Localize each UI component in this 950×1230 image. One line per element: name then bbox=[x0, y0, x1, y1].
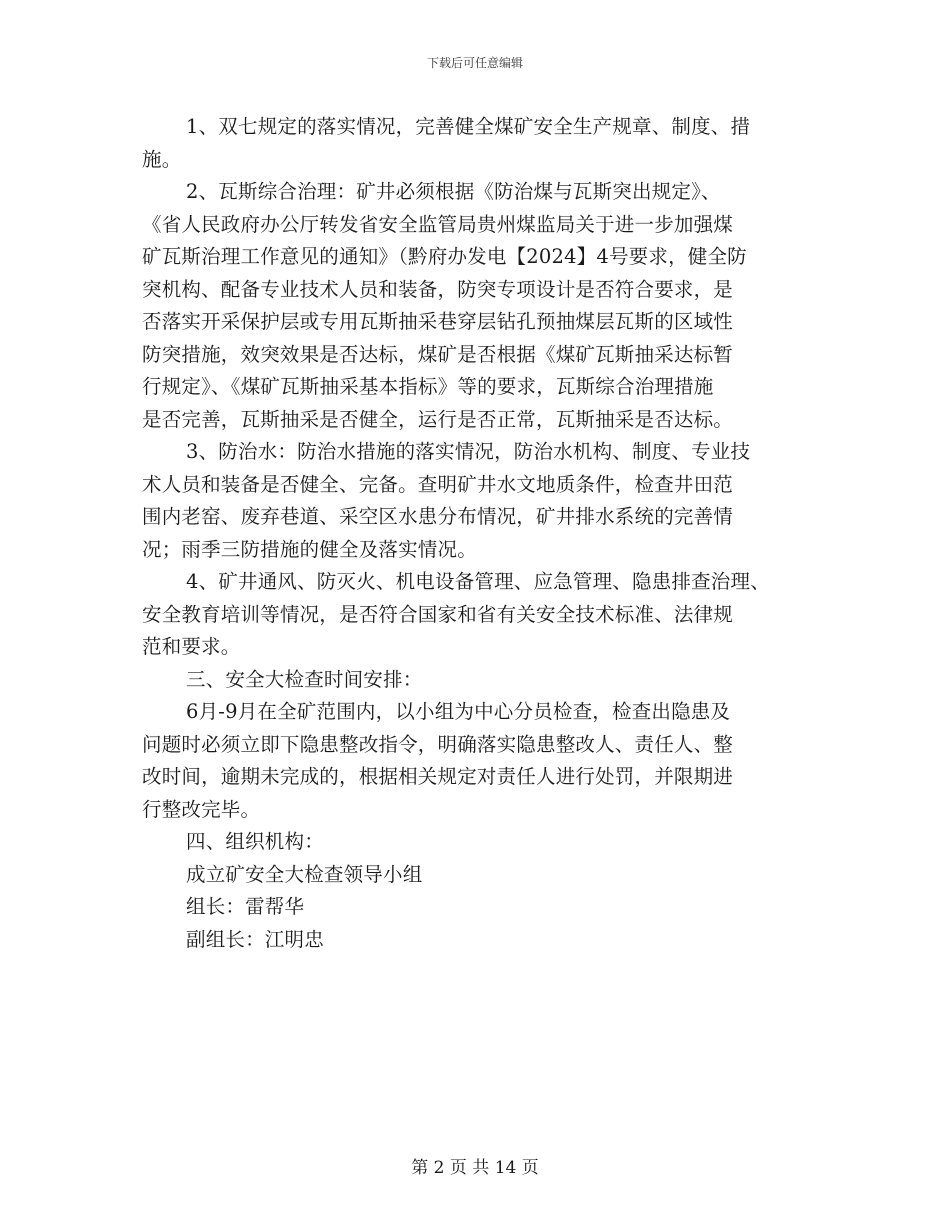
text-line: 副组长：江明忠 bbox=[186, 927, 324, 951]
text-line: 《省人民政府办公厅转发省安全监管局贵州煤监局关于进一步加强煤 bbox=[142, 212, 734, 236]
text-line: 否落实开采保护层或专用瓦斯抽采巷穿层钻孔预抽煤层瓦斯的区域性 bbox=[142, 310, 734, 333]
text-line: 围内老窑、废弃巷道、采空区水患分布情况，矿井排水系统的完善情 bbox=[142, 505, 734, 528]
text-line: 矿瓦斯治理工作意见的通知》（黔府办发电【2024】4号要求，健全防 bbox=[142, 245, 747, 268]
text-line: 3、防治水：防治水措施的落实情况，防治水机构、制度、专业技 bbox=[186, 440, 751, 463]
text-line: 是否完善，瓦斯抽采是否健全，运行是否正常，瓦斯抽采是否达标。 bbox=[142, 407, 734, 431]
text-line: 术人员和装备是否健全、完备。查明矿井水文地质条件，检查井田范 bbox=[142, 472, 734, 496]
page-header: 下载后可任意编辑 bbox=[426, 56, 523, 70]
text-line: 突机构、配备专业技术人员和装备，防突专项设计是否符合要求，是 bbox=[142, 277, 734, 301]
text-line: 安全教育培训等情况，是否符合国家和省有关安全技术标准、法律规 bbox=[142, 602, 734, 626]
text-line: 行规定》、《煤矿瓦斯抽采基本指标》等的要求，瓦斯综合治理措施 bbox=[142, 375, 714, 398]
text-line: 施。 bbox=[142, 147, 182, 171]
text-line: 1、双七规定的落实情况，完善健全煤矿安全生产规章、制度、措 bbox=[186, 115, 751, 138]
text-line: 问题时必须立即下隐患整改指令，明确落实隐患整改人、责任人、整 bbox=[142, 732, 734, 756]
text-line: 况；雨季三防措施的健全及落实情况。 bbox=[142, 537, 477, 561]
section-heading: 四、组织机构： bbox=[186, 830, 324, 853]
document-body bbox=[142, 111, 832, 956]
text-line: 范和要求。 bbox=[142, 635, 241, 658]
section-heading: 三、安全大检查时间安排： bbox=[186, 667, 423, 691]
text-line: 防突措施，效突效果是否达标，煤矿是否根据《煤矿瓦斯抽采达标暂 bbox=[142, 342, 734, 366]
text-line: 2、瓦斯综合治理：矿井必须根据《防治煤与瓦斯突出规定》、 bbox=[186, 180, 721, 203]
text-line: 行整改完毕。 bbox=[142, 797, 261, 821]
page-footer: 第 2 页 共 14 页 bbox=[411, 1158, 539, 1178]
text-line: 改时间，逾期未完成的，根据相关规定对责任人进行处罚，并限期进 bbox=[142, 765, 734, 788]
text-line: 成立矿安全大检查领导小组 bbox=[186, 862, 423, 886]
text-line: 组长：雷帮华 bbox=[186, 895, 305, 918]
text-line: 6月-9月在全矿范围内，以小组为中心分员检查，检查出隐患及 bbox=[186, 700, 731, 723]
text-line: 4、矿井通风、防灭火、机电设备管理、应急管理、隐患排查治理、 bbox=[186, 570, 770, 593]
